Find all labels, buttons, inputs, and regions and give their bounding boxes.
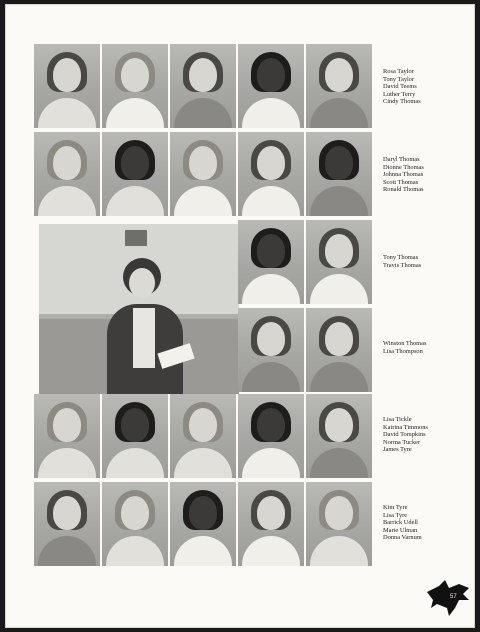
student-name: Lisa Thompson [383,347,423,355]
portrait-james-tyre [306,394,372,478]
bird-mascot-icon [425,578,471,618]
portrait-luther-terry [238,44,304,128]
student-name: David Tompkins [383,431,426,439]
portrait-travis-thomas [306,220,372,304]
name-list-row-1 [383,68,421,106]
portrait-lisa-thompson [306,308,372,392]
portrait-barrick-udell [170,482,236,566]
portrait-david-tompkins [170,394,236,478]
name-list-row-3 [383,254,421,269]
portrait-donna-varnum [306,482,372,566]
student-name: Ronald Thomas [383,186,424,194]
student-name: Donna Varnum [383,534,422,542]
portrait-david-teems [170,44,236,128]
name-list-row-2 [383,156,424,194]
student-name: Johnna Thomas [383,171,424,179]
student-name: Rosa Taylor [383,68,414,75]
portrait-norma-tucker [238,394,304,478]
student-name: Lisa Tickle [383,416,412,423]
portrait-johnna-thomas [170,132,236,216]
student-name: Cindy Thomas [383,98,421,106]
candid-classroom-photo [39,224,239,394]
portrait-winston-thomas [238,308,304,392]
portrait-marie-ulman [238,482,304,566]
student-name: Barrick Udell [383,519,418,527]
portrait-dionne-thomas [102,132,168,216]
portrait-rosa-taylor [34,44,100,128]
student-name: Marie Ulman [383,526,418,534]
portrait-kim-tyre [34,482,100,566]
student-name: Katrina Timmons [383,423,428,431]
portrait-lisa-tyre [102,482,168,566]
student-name: Daryl Thomas [383,156,420,163]
student-name: Winston Thomas [383,340,427,347]
portrait-lisa-tickle [34,394,100,478]
student-name: David Teems [383,83,417,91]
name-list-row-5 [383,416,428,454]
portrait-tony-thomas [238,220,304,304]
yearbook-page [5,4,475,628]
portrait-tony-taylor [102,44,168,128]
name-list-row-6 [383,504,422,542]
portrait-scott-thomas [238,132,304,216]
student-name: Kim Tyre [383,504,408,511]
student-name: Norma Tucker [383,438,421,446]
portrait-cindy-thomas [306,44,372,128]
student-name: Tony Thomas [383,254,419,261]
student-name: Dionne Thomas [383,163,424,171]
portrait-ronald-thomas [306,132,372,216]
portrait-daryl-thomas [34,132,100,216]
student-name: Luther Terry [383,90,416,98]
name-list-row-4 [383,340,426,355]
portrait-katrina-timmons [102,394,168,478]
student-name: Lisa Tyre [383,511,408,519]
student-name: Tony Taylor [383,75,415,83]
student-name: Travis Thomas [383,261,422,269]
page-number: 57 [450,594,457,600]
student-name: James Tyre [383,446,412,454]
student-name: Scott Thomas [383,178,419,186]
